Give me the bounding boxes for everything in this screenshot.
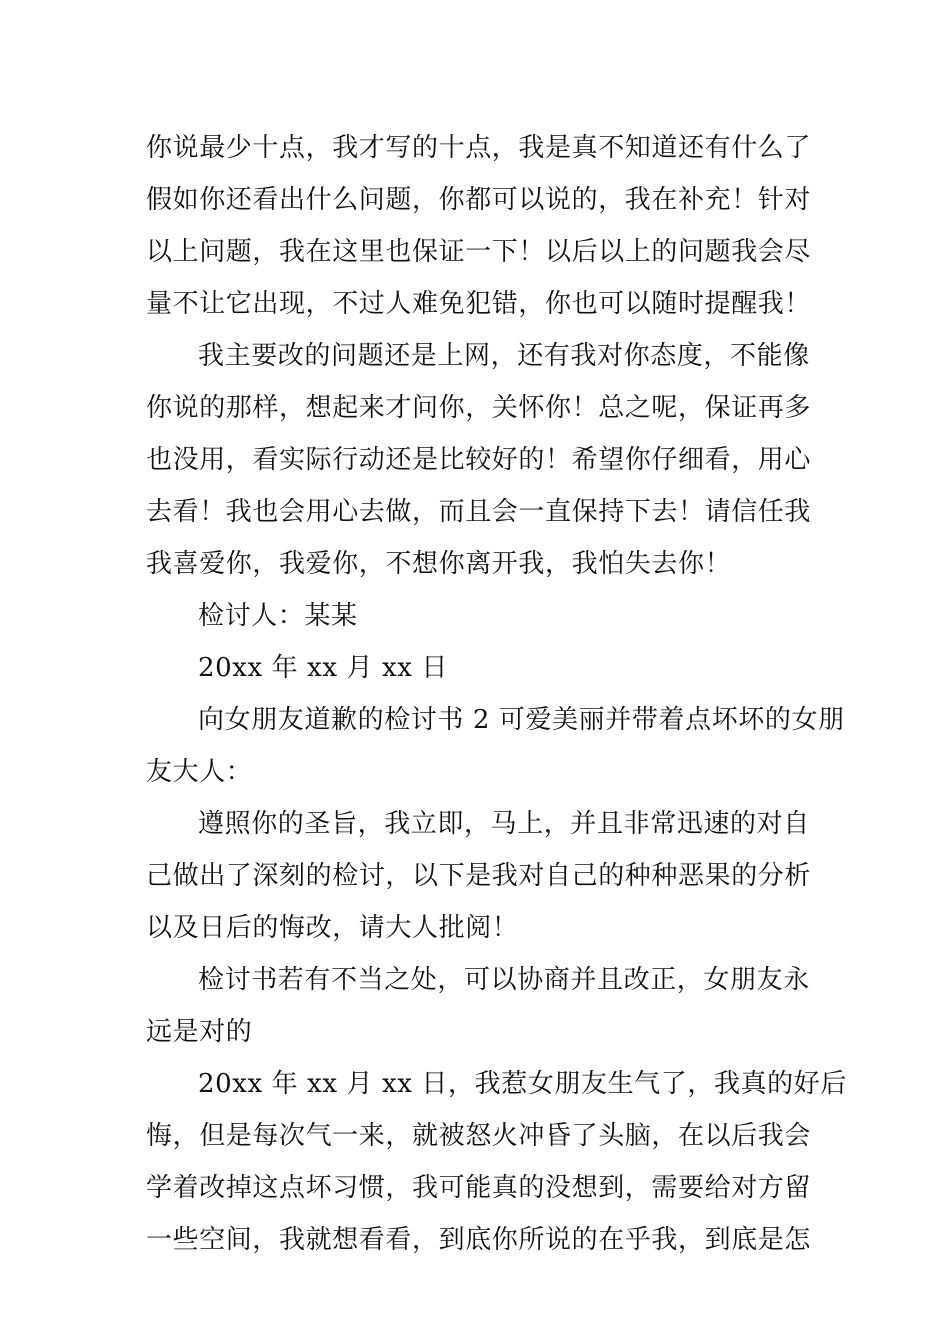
- text-line: 悔，但是每次气一来，就被怒火冲昏了头脑，在以后我会: [146, 1121, 812, 1151]
- text-line: 量不让它出现，不过人难免犯错，你也可以随时提醒我！: [146, 289, 812, 319]
- text-line: 友大人：: [146, 757, 253, 787]
- text-line: 以上问题，我在这里也保证一下！以后以上的问题我会尽: [146, 237, 812, 267]
- text-line: 遵照你的圣旨，我立即，马上，并且非常迅速的对自: [198, 809, 810, 839]
- text-line: 我喜爱你，我爱你，不想你离开我，我怕失去你！: [146, 549, 732, 579]
- text-line: 20xx 年 xx 月 xx 日，我惹女朋友生气了，我真的好后: [198, 1069, 847, 1099]
- text-line: 我主要改的问题还是上网，还有我对你态度，不能像: [198, 341, 810, 371]
- text-line: 你说的那样，想起来才问你，关怀你！总之呢，保证再多: [146, 393, 812, 423]
- text-line: 以及日后的悔改，请大人批阅！: [146, 913, 519, 943]
- text-line: 学着改掉这点坏习惯，我可能真的没想到，需要给对方留: [146, 1173, 812, 1203]
- text-line: 一些空间，我就想看看，到底你所说的在乎我，到底是怎: [146, 1225, 812, 1255]
- text-line: 去看！我也会用心去做，而且会一直保持下去！请信任我: [146, 497, 812, 527]
- section-title-line: 向女朋友道歉的检讨书 2 可爱美丽并带着点坏坏的女朋: [198, 705, 845, 735]
- text-line: 己做出了深刻的检讨，以下是我对自己的种种恶果的分析: [146, 861, 812, 891]
- signature-line: 检讨人：某某: [198, 601, 358, 631]
- text-line: 检讨书若有不当之处，可以协商并且改正，女朋友永: [198, 965, 810, 995]
- text-line: 也没用，看实际行动还是比较好的！希望你仔细看，用心: [146, 445, 812, 475]
- text-line: 假如你还看出什么问题，你都可以说的，我在补充！针对: [146, 185, 812, 215]
- text-line: 远是对的: [146, 1017, 253, 1047]
- text-line: 你说最少十点，我才写的十点，我是真不知道还有什么了: [146, 133, 812, 163]
- date-line: 20xx 年 xx 月 xx 日: [198, 653, 448, 683]
